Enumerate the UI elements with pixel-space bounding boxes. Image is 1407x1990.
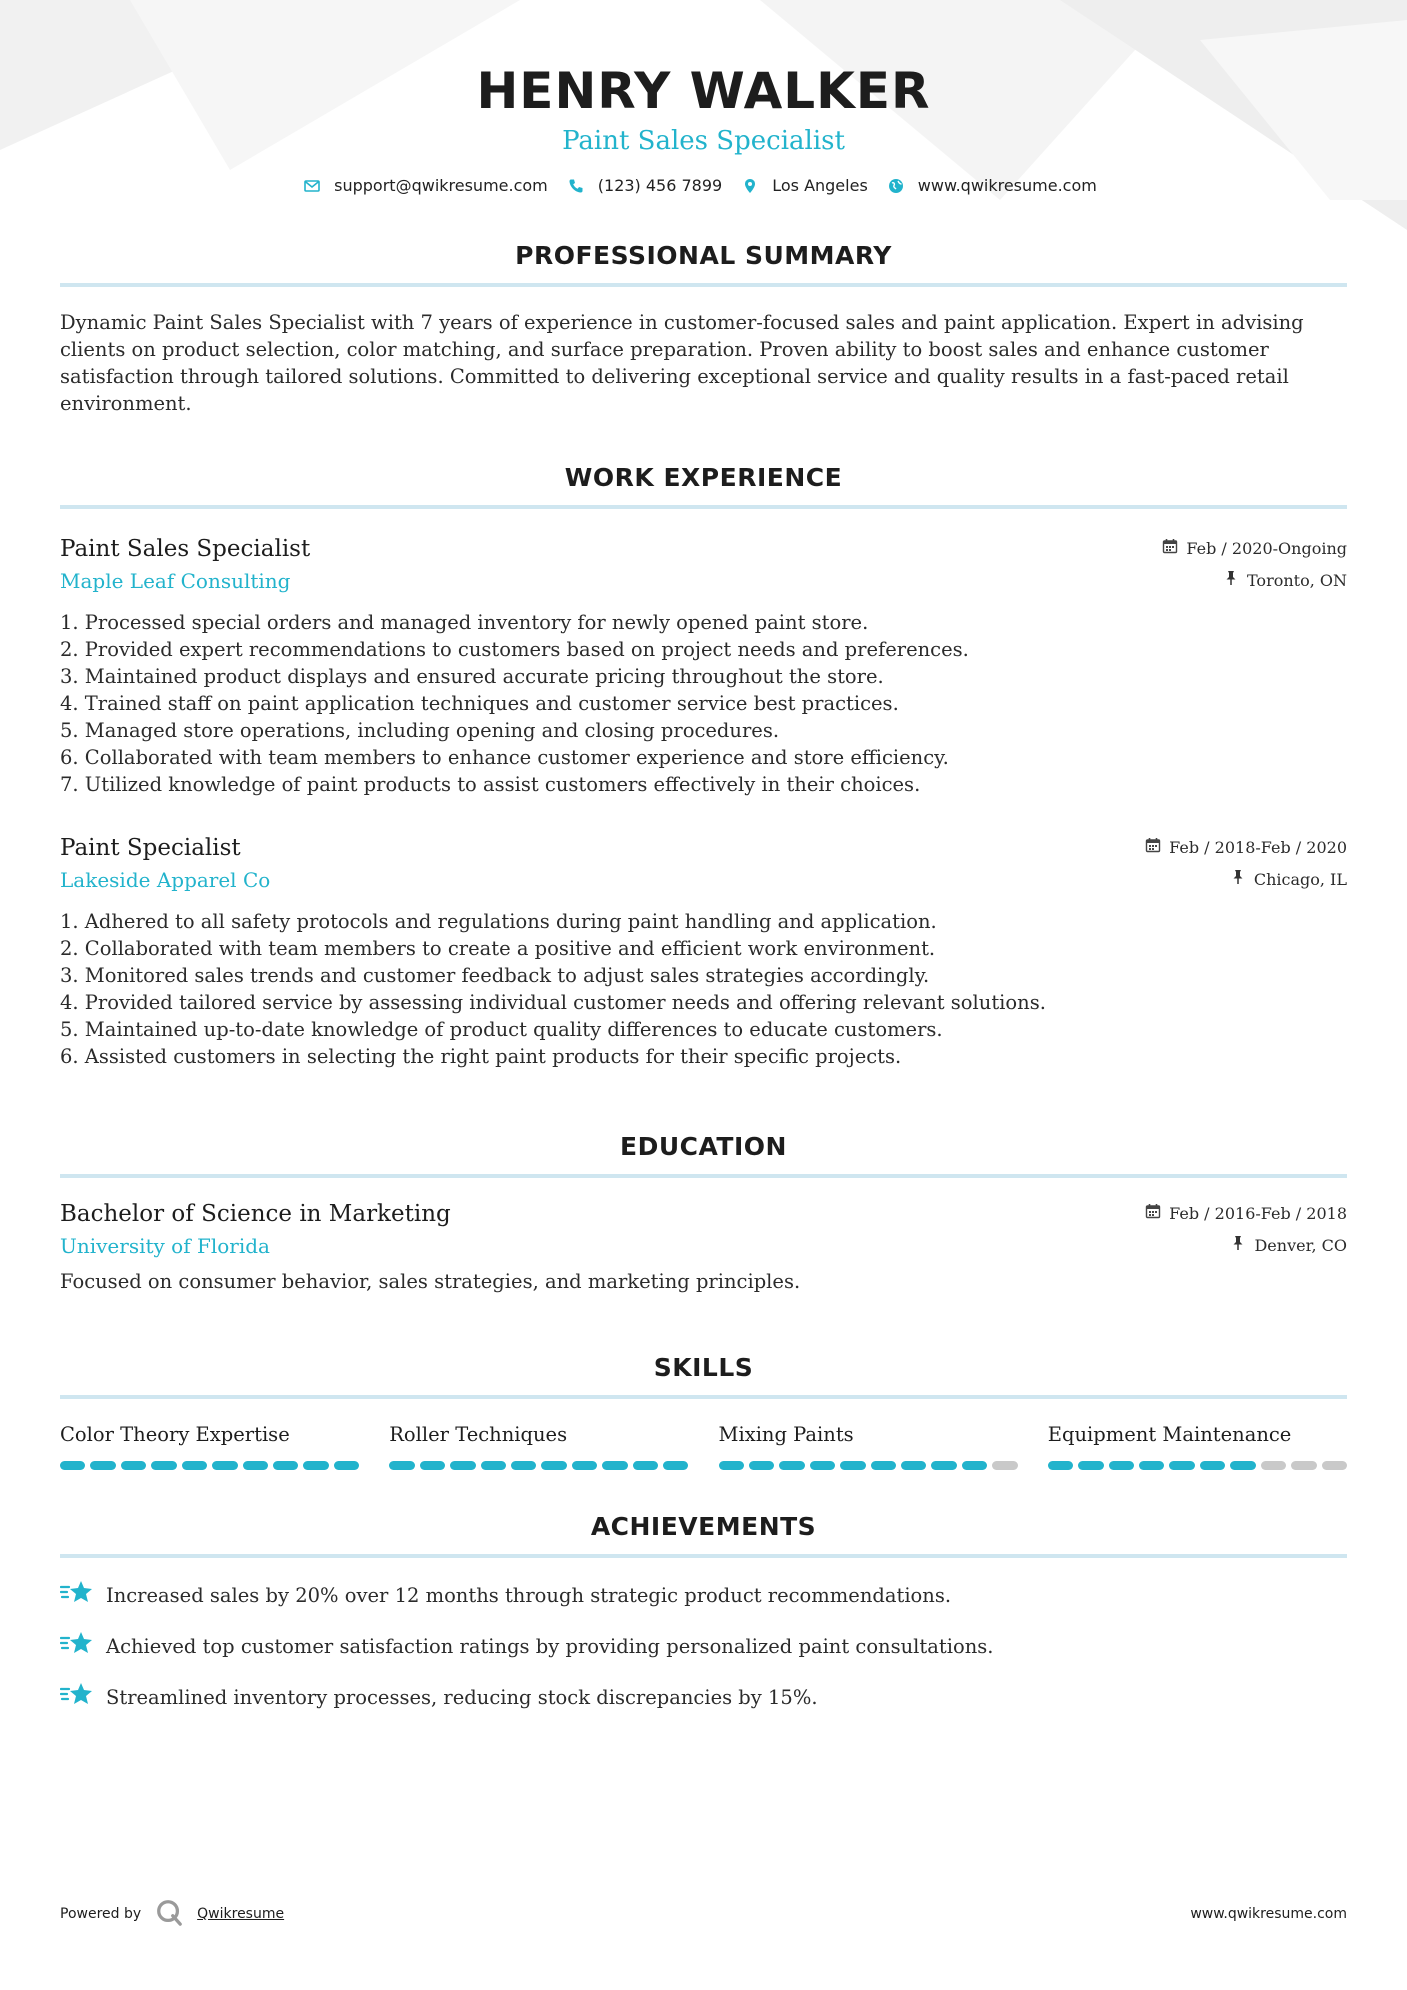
education-section bbox=[60, 1130, 1347, 1295]
achievement-item bbox=[60, 1680, 1347, 1716]
list-item: 5. Maintained up-to-date knowledge of product quality differences to educate customers. bbox=[60, 1018, 943, 1041]
skill-segment-filled bbox=[90, 1461, 115, 1470]
skill-segment-filled bbox=[901, 1461, 926, 1470]
calendar-icon bbox=[1145, 832, 1161, 864]
contact-email[interactable]: support@qwikresume.com bbox=[334, 176, 548, 195]
resume-header bbox=[60, 0, 1347, 195]
job-location: Chicago, IL bbox=[1253, 870, 1347, 889]
skill-segment-filled bbox=[1109, 1461, 1134, 1470]
degree-title: Bachelor of Science in Marketing bbox=[60, 1201, 451, 1227]
skill-segment-filled bbox=[871, 1461, 896, 1470]
education-heading: EDUCATION bbox=[620, 1132, 787, 1161]
skill-segment-empty bbox=[1261, 1461, 1286, 1470]
candidate-name: HENRY WALKER bbox=[476, 62, 931, 120]
skill-segment-filled bbox=[334, 1461, 359, 1470]
skills-grid bbox=[60, 1421, 1347, 1470]
list-item: 6. Assisted customers in selecting the right paint products for their specific projects. bbox=[60, 1045, 902, 1068]
skill-item bbox=[1048, 1421, 1347, 1470]
phone-icon bbox=[568, 178, 584, 194]
skill-name: Equipment Maintenance bbox=[1047, 1423, 1292, 1446]
achievement-text: Streamlined inventory processes, reducing stock discrepancies by 15%. bbox=[106, 1686, 818, 1709]
contact-website[interactable]: www.qwikresume.com bbox=[917, 176, 1097, 195]
pushpin-icon bbox=[1230, 864, 1246, 896]
envelope-icon bbox=[304, 178, 320, 194]
skill-segment-filled bbox=[663, 1461, 688, 1470]
candidate-role: Paint Sales Specialist bbox=[562, 126, 845, 156]
achievement-item bbox=[60, 1578, 1347, 1614]
section-divider bbox=[60, 1554, 1347, 1558]
list-item: 2. Collaborated with team members to create a positive and efficient work environment. bbox=[60, 937, 936, 960]
skill-segment-filled bbox=[1139, 1461, 1164, 1470]
list-item: 3. Monitored sales trends and customer feedback to adjust sales strategies accordingly. bbox=[60, 964, 930, 987]
skill-segment-filled bbox=[1078, 1461, 1103, 1470]
skill-segment-filled bbox=[481, 1461, 506, 1470]
skill-level-bar bbox=[60, 1461, 359, 1470]
skill-segment-filled bbox=[572, 1461, 597, 1470]
shooting-star-icon bbox=[60, 1629, 94, 1665]
job-location: Toronto, ON bbox=[1247, 571, 1347, 590]
summary-section bbox=[60, 239, 1347, 417]
skill-segment-filled bbox=[962, 1461, 987, 1470]
section-divider bbox=[60, 1395, 1347, 1399]
map-marker-icon bbox=[742, 178, 758, 194]
skill-segment-filled bbox=[541, 1461, 566, 1470]
calendar-icon bbox=[1162, 533, 1178, 565]
section-divider bbox=[60, 1174, 1347, 1178]
education-entry bbox=[60, 1198, 1347, 1295]
education-description: Focused on consumer behavior, sales strategies, and marketing principles. bbox=[60, 1270, 801, 1293]
summary-heading: PROFESSIONAL SUMMARY bbox=[515, 241, 892, 270]
education-location: Denver, CO bbox=[1254, 1236, 1347, 1255]
section-divider bbox=[60, 283, 1347, 287]
skill-segment-filled bbox=[273, 1461, 298, 1470]
list-item: 5. Managed store operations, including opening and closing procedures. bbox=[60, 719, 780, 742]
job-responsibilities bbox=[60, 908, 1347, 1070]
skill-segment-filled bbox=[121, 1461, 146, 1470]
skill-segment-filled bbox=[420, 1461, 445, 1470]
qwikresume-logo-icon bbox=[155, 1898, 183, 1930]
achievement-text: Increased sales by 20% over 12 months through strategic product recommendations. bbox=[106, 1584, 952, 1607]
skill-segment-filled bbox=[511, 1461, 536, 1470]
skill-segment-filled bbox=[779, 1461, 804, 1470]
skill-segment-filled bbox=[931, 1461, 956, 1470]
job-date: Feb / 2020-Ongoing bbox=[1186, 539, 1347, 558]
achievement-text: Achieved top customer satisfaction ratings by providing personalized paint consultations. bbox=[106, 1635, 994, 1658]
list-item: 2. Provided expert recommendations to customers based on project needs and preferences. bbox=[60, 638, 969, 661]
skill-item bbox=[719, 1421, 1018, 1470]
pushpin-icon bbox=[1223, 565, 1239, 597]
skill-segment-filled bbox=[633, 1461, 658, 1470]
list-item: 3. Maintained product displays and ensured accurate pricing throughout the store. bbox=[60, 665, 884, 688]
footer-website[interactable]: www.qwikresume.com bbox=[1190, 1906, 1347, 1922]
skill-segment-filled bbox=[212, 1461, 237, 1470]
section-divider bbox=[60, 505, 1347, 509]
skill-name: Color Theory Expertise bbox=[60, 1423, 290, 1446]
skill-segment-filled bbox=[1048, 1461, 1073, 1470]
job-entry bbox=[60, 832, 1347, 1070]
job-responsibilities bbox=[60, 609, 1347, 798]
skill-segment-filled bbox=[719, 1461, 744, 1470]
job-title: Paint Specialist bbox=[60, 835, 241, 861]
skill-segment-filled bbox=[243, 1461, 268, 1470]
list-item: 4. Trained staff on paint application techniques and customer service best practices. bbox=[60, 692, 899, 715]
contact-phone[interactable]: (123) 456 7899 bbox=[597, 176, 723, 195]
shooting-star-icon bbox=[60, 1680, 94, 1716]
skill-segment-filled bbox=[840, 1461, 865, 1470]
experience-heading: WORK EXPERIENCE bbox=[564, 463, 843, 492]
globe-icon bbox=[888, 178, 904, 194]
skills-section bbox=[60, 1351, 1347, 1470]
calendar-icon bbox=[1145, 1198, 1161, 1230]
skill-name: Roller Techniques bbox=[389, 1423, 568, 1446]
shooting-star-icon bbox=[60, 1578, 94, 1614]
achievements-section bbox=[60, 1510, 1347, 1716]
skill-segment-filled bbox=[1230, 1461, 1255, 1470]
job-company: Maple Leaf Consulting bbox=[60, 569, 291, 593]
school-name: University of Florida bbox=[60, 1234, 270, 1258]
skill-level-bar bbox=[719, 1461, 1018, 1470]
skill-segment-filled bbox=[1200, 1461, 1225, 1470]
achievement-item bbox=[60, 1629, 1347, 1665]
brand-link[interactable]: Qwikresume bbox=[197, 1906, 285, 1922]
skill-item bbox=[60, 1421, 359, 1470]
job-company: Lakeside Apparel Co bbox=[60, 868, 271, 892]
skill-segment-filled bbox=[450, 1461, 475, 1470]
skill-name: Mixing Paints bbox=[718, 1423, 854, 1446]
skill-item bbox=[389, 1421, 688, 1470]
skill-segment-empty bbox=[1322, 1461, 1347, 1470]
job-date: Feb / 2018-Feb / 2020 bbox=[1169, 838, 1347, 857]
list-item: 4. Provided tailored service by assessing individual customer needs and offering relevant solutions. bbox=[60, 991, 1046, 1014]
list-item: 1. Processed special orders and managed inventory for newly opened paint store. bbox=[60, 611, 869, 634]
skill-segment-filled bbox=[602, 1461, 627, 1470]
summary-text: Dynamic Paint Sales Specialist with 7 years of experience in customer-focused sales and paint application. Expert in advising clients on product selection, color matching, and surface preparation. Proven ability to boost sales and enhance customer satisfaction through tailored solutions. Committed to delivering exceptional service and quality results in a fast-paced retail environment. bbox=[60, 311, 1304, 415]
skill-segment-filled bbox=[303, 1461, 328, 1470]
powered-by-label: Powered by bbox=[60, 1906, 142, 1922]
list-item: 6. Collaborated with team members to enhance customer experience and store efficiency. bbox=[60, 746, 949, 769]
skill-segment-filled bbox=[151, 1461, 176, 1470]
skill-segment-filled bbox=[749, 1461, 774, 1470]
job-entry bbox=[60, 533, 1347, 798]
skill-segment-filled bbox=[1169, 1461, 1194, 1470]
contact-location: Los Angeles bbox=[772, 176, 868, 195]
job-title: Paint Sales Specialist bbox=[60, 536, 311, 562]
skill-level-bar bbox=[389, 1461, 688, 1470]
pushpin-icon bbox=[1230, 1230, 1246, 1262]
achievements-heading: ACHIEVEMENTS bbox=[590, 1512, 817, 1541]
skill-segment-empty bbox=[992, 1461, 1017, 1470]
skills-heading: SKILLS bbox=[653, 1353, 754, 1382]
page-footer bbox=[60, 1898, 1347, 1930]
skill-level-bar bbox=[1048, 1461, 1347, 1470]
skill-segment-filled bbox=[60, 1461, 85, 1470]
achievements-list bbox=[60, 1578, 1347, 1716]
skill-segment-filled bbox=[810, 1461, 835, 1470]
skill-segment-filled bbox=[389, 1461, 414, 1470]
list-item: 7. Utilized knowledge of paint products to assist customers effectively in their choices. bbox=[60, 773, 921, 796]
education-date: Feb / 2016-Feb / 2018 bbox=[1169, 1204, 1347, 1223]
contact-bar bbox=[60, 176, 1347, 195]
experience-section bbox=[60, 461, 1347, 1070]
skill-segment-empty bbox=[1291, 1461, 1316, 1470]
skill-segment-filled bbox=[182, 1461, 207, 1470]
list-item: 1. Adhered to all safety protocols and regulations during paint handling and application. bbox=[60, 910, 937, 933]
